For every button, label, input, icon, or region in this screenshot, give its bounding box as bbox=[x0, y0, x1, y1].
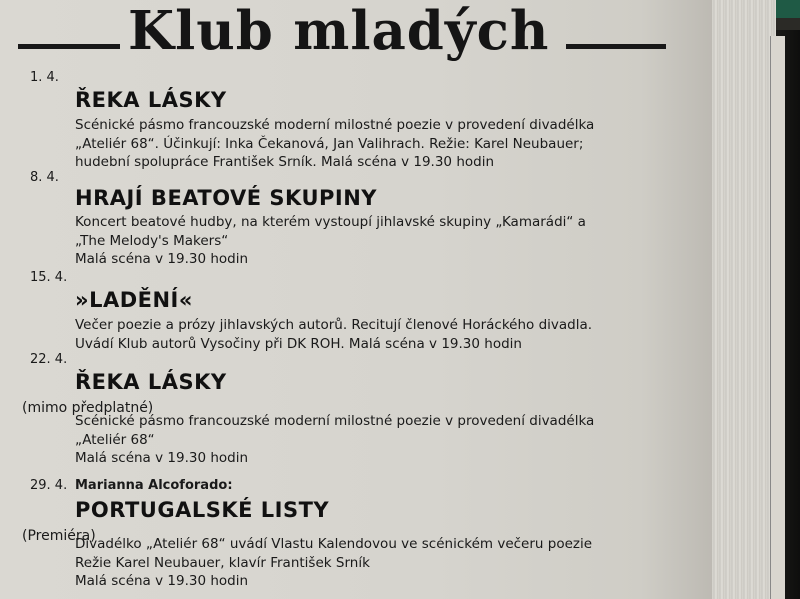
description-line: Režie Karel Neubauer, klavír František Srník bbox=[75, 554, 370, 571]
description-line: Koncert beatové hudby, na kterém vystoupí jihlavské skupiny „Kamarádi“ a bbox=[75, 214, 586, 230]
event-title: ŘEKA LÁSKY bbox=[75, 370, 227, 394]
description-line: „Ateliér 68“ bbox=[75, 431, 155, 448]
event-description bbox=[75, 316, 592, 353]
description-line: Uvádí Klub autorů Vysočiny při DK ROH. Malá scéna v 19.30 hodin bbox=[75, 335, 522, 352]
event-description bbox=[75, 412, 594, 468]
event-description bbox=[75, 535, 592, 591]
event-description bbox=[75, 116, 594, 172]
description-line: „Ateliér 68“. Účinkují: Inka Čekanová, Jan Valihrach. Režie: Karel Neubauer; bbox=[75, 135, 584, 152]
page-edges bbox=[705, 0, 776, 599]
header-rule-left bbox=[18, 44, 120, 49]
cover-strip bbox=[770, 36, 785, 599]
event-date: 29. 4. bbox=[30, 478, 68, 493]
event-title: PORTUGALSKÉ LISTY bbox=[75, 498, 330, 522]
description-line: „The Melody's Makers“ bbox=[75, 232, 229, 249]
section-header bbox=[18, 0, 668, 64]
event-title: »LADĚNÍ« bbox=[75, 288, 193, 312]
event-date: 22. 4. bbox=[30, 352, 68, 367]
event-date: 1. 4. bbox=[30, 70, 59, 85]
description-line: Divadélko „Ateliér 68“ uvádí Vlastu Kalendovou ve scénickém večeru poezie bbox=[75, 536, 593, 552]
section-title: Klub mladých bbox=[128, 0, 550, 62]
event-note: (Premiéra) bbox=[22, 528, 96, 544]
event-description bbox=[75, 213, 586, 269]
event-date: 15. 4. bbox=[30, 270, 68, 285]
event-title: HRAJÍ BEATOVÉ SKUPINY bbox=[75, 186, 377, 210]
header-rule-right bbox=[566, 44, 666, 49]
event-author: Marianna Alcoforado: bbox=[75, 478, 233, 493]
description-line: Malá scéna v 19.30 hodin bbox=[75, 251, 249, 267]
description-line: Scénické pásmo francouzské moderní milostné poezie v provedení divadélka bbox=[75, 413, 595, 429]
event-date: 8. 4. bbox=[30, 170, 59, 185]
description-line: Večer poezie a prózy jihlavských autorů. Recitují členové Horáckého divadla. bbox=[75, 317, 593, 333]
event-note: (mimo předplatné) bbox=[22, 400, 154, 416]
description-line: hudební spolupráce František Srník. Malá scéna v 19.30 hodin bbox=[75, 154, 495, 170]
description-line: Malá scéna v 19.30 hodin bbox=[75, 573, 249, 589]
description-line: Malá scéna v 19.30 hodin bbox=[75, 450, 249, 466]
description-line: Scénické pásmo francouzské moderní milostné poezie v provedení divadélka bbox=[75, 117, 595, 133]
event-title: ŘEKA LÁSKY bbox=[75, 88, 227, 112]
